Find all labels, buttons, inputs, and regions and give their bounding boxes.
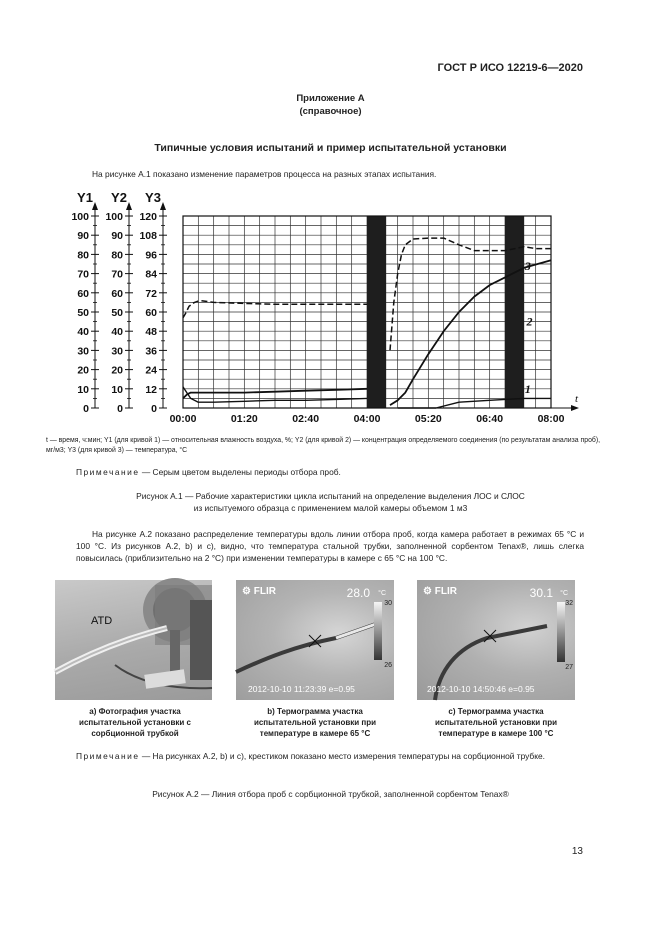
x-tick-label: 01:20	[230, 413, 258, 425]
x-tick-label: 05:20	[414, 413, 442, 425]
note-1	[76, 466, 341, 478]
photo-b-timestamp: 2012-10-10 11:23:39 e=0.95	[248, 684, 355, 694]
photo-c-temp: 30.1	[529, 586, 553, 600]
tick-label-y3: 84	[145, 268, 157, 281]
tick-label-y1: 30	[77, 345, 89, 358]
tick-label-y2: 40	[111, 326, 123, 339]
annex-heading	[0, 92, 661, 118]
tick-label-y2: 20	[111, 364, 123, 377]
tick-label-y3: 24	[145, 364, 157, 377]
x-tick-label: 08:00	[537, 413, 565, 425]
note-2	[76, 750, 584, 762]
photo-b-scale-min: 26	[384, 662, 392, 669]
series-line-3-seg2	[390, 238, 551, 350]
figure-1-caption-line1: Рисунок А.1 — Рабочие характеристики цикла испытаний на определение выделения ЛОС и СЛОС	[136, 491, 525, 501]
x-tick-label: 02:40	[292, 413, 320, 425]
tick-label-y3: 48	[145, 326, 157, 339]
tick-label-y1: 50	[77, 307, 89, 319]
photo-c-brand: ⚙ FLIR	[423, 586, 457, 597]
tick-label-y3: 96	[145, 249, 157, 262]
photo-b-temp-unit: °C	[378, 590, 386, 597]
series-label-2: 2	[526, 314, 533, 329]
tick-label-y3: 120	[139, 211, 157, 223]
series-label-3: 3	[524, 258, 531, 273]
photo-b-brand: ⚙ FLIR	[242, 586, 276, 597]
sampling-band-1	[367, 216, 386, 408]
x-tick-label: 04:00	[353, 413, 381, 425]
chart-legend	[46, 436, 606, 456]
tick-label-y2: 60	[111, 287, 123, 300]
x-axis-title: t	[575, 393, 579, 405]
tick-label-y1: 90	[77, 230, 89, 243]
tick-label-y3: 12	[145, 383, 157, 396]
x-axis-arrow	[571, 405, 579, 411]
tick-label-y3: 60	[145, 307, 157, 319]
tick-label-y3: 0	[151, 403, 157, 415]
tick-label-y2: 90	[111, 230, 123, 243]
tick-label-y2: 80	[111, 249, 123, 262]
tick-label-y3: 72	[145, 287, 157, 300]
photo-b-temp: 28.0	[346, 586, 370, 600]
x-tick-label: 00:00	[169, 413, 197, 425]
photo-c-scale-min: 27	[565, 664, 573, 671]
photo-c-timestamp: 2012-10-10 14:50:46 e=0.95	[427, 684, 535, 694]
tick-label-y2: 50	[111, 307, 123, 319]
photo-a-label: ATD	[91, 615, 113, 627]
note-1-text: — Серым цветом выделены периоды отбора проб.	[141, 467, 341, 477]
legend-text: t — время, ч:мин; Y1 (для кривой 1) — относительная влажность воздуха, %; Y2 (для кривой 2) — концентрация определяемого соединения (по результатам анализа проб), мг/м3; Y3 (для кривой 3) — температура, °С	[46, 437, 601, 454]
tick-label-y2: 70	[111, 268, 123, 281]
sampling-band-2	[505, 216, 524, 408]
tick-label-y2: 0	[117, 403, 123, 415]
photo-c-temp-unit: °C	[560, 590, 568, 597]
annex-note: (справочное)	[299, 106, 362, 117]
process-chart	[55, 186, 579, 434]
tick-label-y1: 60	[77, 287, 89, 300]
photo-c	[417, 580, 575, 700]
tick-label-y2: 10	[111, 383, 123, 396]
axis-title-y2: Y2	[111, 190, 127, 205]
series-label-1: 1	[524, 381, 531, 396]
note-1-label: Примечание	[76, 467, 140, 477]
section-title: Типичные условия испытаний и пример испытательной установки	[154, 142, 507, 154]
tick-label-y1: 10	[77, 383, 89, 396]
tick-label-y1: 70	[77, 268, 89, 281]
axis-title-y3: Y3	[145, 190, 161, 205]
tick-label-y2: 30	[111, 345, 123, 358]
photo-a-illustration	[55, 580, 212, 700]
note-2-label: Примечание	[76, 751, 140, 761]
tick-label-y1: 80	[77, 249, 89, 262]
tick-label-y3: 36	[145, 345, 157, 358]
photo-c-scale-max: 32	[565, 600, 573, 607]
page-number: 13	[571, 846, 583, 857]
standard-number: ГОСТ Р ИСО 12219-6—2020	[437, 62, 583, 74]
tick-label-y1: 20	[77, 364, 89, 377]
photo-a-caption: a) Фотография участка испытательной установки с сорбционной трубкой	[79, 707, 191, 738]
x-tick-label: 06:40	[476, 413, 504, 425]
annex-title: Приложение А	[296, 93, 365, 104]
photo-b-illustration	[236, 580, 394, 700]
axis-title-y1: Y1	[77, 190, 93, 205]
photo-a	[55, 580, 212, 700]
photo-b-scale-max: 30	[384, 600, 392, 607]
photo-b-brand-text: FLIR	[253, 586, 276, 597]
tick-label-y1: 100	[71, 211, 89, 223]
note-2-text: — На рисунках А.2, b) и с), крестиком показано место измерения температуры на сорбционной трубке.	[141, 751, 545, 761]
figure-1-caption-line2: из испытуемого образца с применением малой камеры объемом 1 м3	[193, 503, 468, 513]
tick-label-y1: 0	[83, 403, 89, 415]
photo-b	[236, 580, 394, 700]
intro-paragraph: На рисунке А.1 показано изменение параметров процесса на разных этапах испытания.	[92, 169, 437, 179]
figure-2-caption: Рисунок А.2 — Линия отбора проб с сорбционной трубкой, заполненной сорбентом Tenax®	[152, 789, 509, 799]
tick-label-y1: 40	[77, 326, 89, 339]
photo-c-brand-text: FLIR	[434, 586, 457, 597]
photo-b-caption: b) Термограмма участка испытательной установки при температуре в камере 65 °С	[253, 707, 377, 738]
paragraph-2: На рисунке А.2 показано распределение температуры вдоль линии отбора проб, когда камера работает в режимах 65 °С и 100 °С. Из рисунков А.2, b) и с), видно, что температура стальной трубки, заполненной сорбентом Tenax®, лишь слегка повысилась (приблизительно на 2 °С) при изменении температуры в камере с 65 °С на 100 °С.	[76, 529, 584, 563]
tick-label-y2: 100	[105, 211, 123, 223]
tick-label-y3: 108	[139, 230, 157, 243]
figure-1-caption	[0, 490, 661, 514]
photo-c-caption: c) Термограмма участка испытательной установки при температуре в камере 100 °С	[434, 707, 558, 738]
